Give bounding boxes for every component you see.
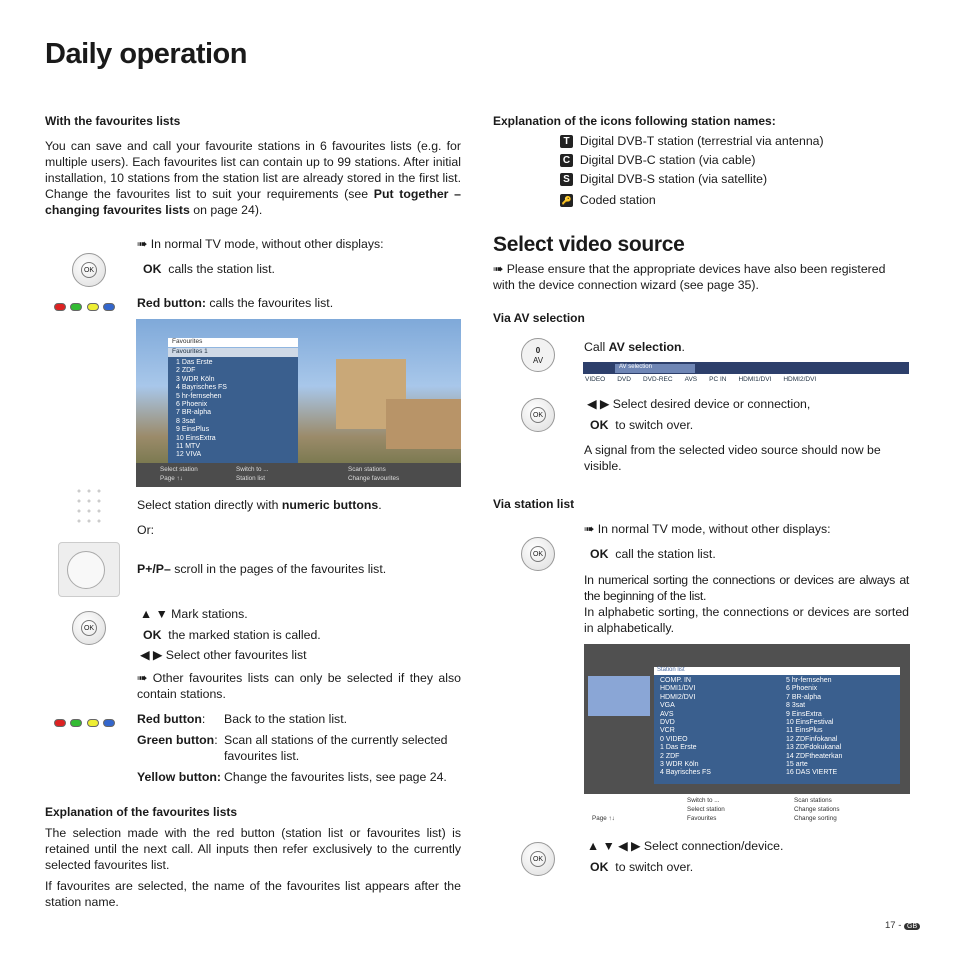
- ok-marked-text: the marked station is called.: [168, 628, 321, 642]
- key-icon: 🔑: [561, 196, 572, 206]
- red-b-label: Red button:: [137, 712, 206, 726]
- icons-heading: Explanation of the icons following station names:: [493, 114, 776, 128]
- fav-footer-scan: Scan stations: [348, 466, 386, 473]
- ok-remote-icon-3: OK: [521, 398, 555, 432]
- sort-paragraph: In numerical sorting the connections or devices are always at the beginning of the list.: [584, 573, 909, 603]
- station-item[interactable]: 6 Phoenix: [786, 685, 818, 693]
- pp-line: [137, 561, 386, 577]
- station-item[interactable]: 16 DAS VIERTE: [786, 769, 838, 777]
- video-note: ➠ Please ensure that the appropriate devices have also been registered with the device connection wizard (see page 35).: [493, 262, 886, 292]
- fav-station-item[interactable]: 1 Das Erste: [176, 359, 213, 366]
- fav-footer-page: Page ↑↓: [160, 475, 183, 482]
- fav-station-list: [168, 357, 298, 460]
- station-item[interactable]: 11 EinsPlus: [786, 727, 823, 735]
- ok-remote-icon-2: OK: [72, 611, 106, 645]
- via-av-heading: Via AV selection: [493, 311, 585, 325]
- station-item[interactable]: VGA: [660, 702, 675, 710]
- ok-key-3: OK: [590, 418, 609, 432]
- color-buttons-icon: [54, 298, 115, 316]
- red-b-text-label: Red button: [137, 712, 202, 726]
- ok-calls-text: calls the station list.: [168, 262, 275, 276]
- icon-c-text: Digital DVB-C station (via cable): [579, 153, 756, 167]
- red-button-label: Red button:: [137, 296, 206, 310]
- fav-station-item[interactable]: 2 ZDF: [176, 367, 196, 375]
- green-b-text-label: Green button: [137, 733, 215, 747]
- icon-t-text: Digital DVB-T station (terrestrial via antenna): [579, 134, 824, 148]
- sort-paragraph-2: In alphabetic sorting, the connections or devices are sorted in alphabetically.: [584, 605, 909, 635]
- select-connection: ▲ ▼ ◀ ▶ Select connection/device.: [587, 839, 784, 853]
- station-item[interactable]: 1 Das Erste: [660, 744, 697, 752]
- dvb-s-icon: S: [560, 173, 573, 186]
- fav-subheader: Favourites 1: [168, 348, 298, 357]
- expl-heading: Explanation of the favourites lists: [45, 805, 238, 819]
- ok-key: OK: [143, 262, 162, 276]
- green-b-label: Green button:: [137, 733, 218, 747]
- region-badge: GB: [904, 923, 920, 930]
- select-numeric-line: [137, 497, 382, 513]
- page-number-text: 17 -: [885, 920, 902, 931]
- station-item[interactable]: 14 ZDFtheaterkan: [786, 752, 843, 760]
- sl-footer-change: Change stations: [794, 806, 840, 813]
- dvb-c-icon: C: [560, 154, 573, 167]
- station-footer: [584, 794, 910, 827]
- ok-final-line: [590, 859, 693, 875]
- station-item[interactable]: 4 Bayrisches FS: [660, 769, 711, 777]
- ok-key-4: OK: [590, 547, 609, 561]
- sl-footer-select: Select station: [687, 806, 725, 813]
- icon-s-text: Digital DVB-S station (via satellite): [579, 172, 768, 186]
- ok-switch-line: [590, 417, 693, 433]
- fav-station-item[interactable]: 10 EinsExtra: [176, 434, 216, 442]
- fav-list-panel: [168, 348, 298, 471]
- av-key-icon: [521, 338, 555, 372]
- yellow-b-text: Change the favourites lists, see page 24.: [224, 770, 447, 784]
- fav-station-item[interactable]: 12 VIVA: [176, 451, 202, 459]
- mark-stations: ▲ ▼ Mark stations.: [140, 607, 248, 621]
- fav-station-item[interactable]: 9 EinsPlus: [176, 426, 210, 434]
- select-numeric-text: Select station directly with: [137, 498, 282, 512]
- signal-note: A signal from the selected video source should now be visible.: [584, 443, 881, 473]
- station-item[interactable]: 7 BR-alpha: [786, 693, 822, 701]
- station-item[interactable]: 5 hr-fernsehen: [786, 677, 832, 684]
- station-item[interactable]: 3 WDR Köln: [660, 761, 699, 769]
- fav-station-item[interactable]: 5 hr-fernsehen: [176, 392, 222, 400]
- sl-footer-scan: Scan stations: [794, 797, 832, 804]
- fav-intro: [45, 138, 461, 218]
- av-key-digit: 0: [535, 346, 541, 355]
- sl-footer-sorting: Change sorting: [794, 815, 837, 822]
- remote-pp-icon: [58, 542, 120, 597]
- expl-p2: If favourites are selected, the name of the favourites list appears after the station name.: [45, 879, 461, 909]
- pp-text: scroll in the pages of the favourites list.: [170, 562, 387, 576]
- ok-switch-text: to switch over.: [615, 418, 694, 432]
- yellow-b-text-label: Yellow button:: [137, 770, 222, 784]
- station-item[interactable]: AVS: [660, 710, 674, 718]
- av-item[interactable]: DVD-REC: [642, 376, 673, 383]
- numeric-keypad-icon: [74, 486, 106, 526]
- fav-station-item[interactable]: 6 Phoenix: [176, 401, 208, 409]
- av-item[interactable]: HDMI1/DVI: [738, 376, 772, 383]
- station-item[interactable]: COMP. IN: [660, 677, 691, 684]
- av-key-label: AV: [532, 356, 544, 365]
- fav-intro-text: You can save and call your favourite stations in 6 favourites lists (e.g. for multiple users). Each favourites list can contain up to 99 stations. After initial installation, 10 stations from the station list are already stored in the first list. Change the favourites list to suit your requirements (see: [45, 139, 461, 201]
- av-item[interactable]: AVS: [684, 376, 698, 383]
- fav-station-item[interactable]: 7 BR-alpha: [176, 409, 212, 417]
- fav-footer-select: Select station: [160, 466, 198, 473]
- church-wall-image: [386, 399, 461, 449]
- ok-key-2: OK: [143, 628, 162, 642]
- fav-station-item[interactable]: 4 Bayrisches FS: [176, 384, 227, 392]
- select-numeric-end: .: [378, 498, 382, 512]
- ok-remote-icon-5: OK: [521, 842, 555, 876]
- ok-remote-icon-4: OK: [521, 537, 555, 571]
- ok-calls-line: [143, 261, 275, 277]
- select-device: ◀ ▶ Select desired device or connection,: [587, 397, 811, 411]
- fav-header: Favourites: [168, 338, 298, 347]
- ok-marked-line: [143, 627, 321, 643]
- red-button-line: [137, 295, 333, 311]
- other-fav-list: ◀ ▶ Select other favourites list: [140, 648, 307, 662]
- page-number: [885, 920, 920, 931]
- station-item[interactable]: HDMI2/DVI: [660, 693, 696, 701]
- av-item[interactable]: VIDEO: [585, 376, 606, 383]
- numeric-buttons-label: numeric buttons: [281, 498, 379, 512]
- green-b-text: Scan all stations of the currently selected favourites list.: [224, 733, 448, 763]
- fav-footer: [136, 463, 461, 487]
- call-av-text: Call: [584, 340, 609, 354]
- av-selection-bar: [583, 362, 909, 386]
- preview-box: [588, 676, 650, 716]
- red-button-text: calls the favourites list.: [209, 296, 334, 310]
- sl-footer-favourites: Favourites: [687, 815, 717, 822]
- via-station-heading: Via station list: [493, 497, 575, 511]
- dvb-t-icon: T: [560, 135, 573, 148]
- fav-intro-end: on page 24).: [189, 203, 263, 217]
- sl-footer-page: Page ↑↓: [592, 815, 615, 822]
- expl-p1: The selection made with the red button (station list or favourites list) is retained until the next call. All inputs then refer exclusively to the currently selected favourites list.: [45, 826, 461, 872]
- fav-station-item[interactable]: 3 WDR Köln: [176, 375, 215, 383]
- normal-tv-note-2: ➠ In normal TV mode, without other displays:: [584, 522, 831, 536]
- station-item[interactable]: VCR: [660, 727, 675, 735]
- red-b-text: Back to the station list.: [224, 712, 348, 726]
- fav-footer-change: Change favourites: [348, 475, 400, 482]
- av-bar-label: AV selection: [615, 364, 695, 373]
- station-item[interactable]: 0 VIDEO: [660, 735, 688, 743]
- favourites-screenshot: [136, 319, 461, 487]
- av-bar-items: [583, 374, 909, 386]
- station-item[interactable]: 9 EinsExtra: [786, 710, 822, 718]
- station-item[interactable]: 10 EinsFestival: [786, 719, 834, 727]
- fav-station-item[interactable]: 11 MTV: [176, 443, 200, 451]
- icon-coded-text: Coded station: [579, 193, 656, 207]
- station-list-panel: [654, 675, 900, 784]
- ok-key-5: OK: [590, 860, 609, 874]
- av-item[interactable]: HDMI2/DVI: [783, 376, 817, 383]
- station-item[interactable]: 12 ZDFinfokanal: [786, 735, 838, 743]
- sl-footer-switch: Switch to ...: [687, 797, 720, 804]
- pp-label: P+/P–: [137, 562, 171, 576]
- ok-call-line: [590, 546, 716, 562]
- fav-station-item[interactable]: 8 3sat: [176, 417, 196, 425]
- ok-remote-icon: OK: [72, 253, 106, 287]
- fav-heading: With the favourites lists: [45, 114, 181, 128]
- call-av-line: Call AV selection.: [584, 340, 685, 354]
- station-col-2: [786, 677, 896, 778]
- normal-tv-note: ➠ In normal TV mode, without other displays:: [137, 237, 384, 251]
- station-item[interactable]: HDMI1/DVI: [660, 685, 696, 693]
- station-item[interactable]: 8 3sat: [786, 702, 806, 710]
- other-fav-note: ➠ Other favourites lists can only be selected if they also contain stations.: [137, 671, 461, 701]
- color-buttons-icon-2: [54, 714, 115, 732]
- station-item[interactable]: 13 ZDFdokukanal: [786, 744, 842, 752]
- av-item[interactable]: PC IN: [709, 376, 727, 383]
- page-title: Daily operation: [45, 38, 247, 70]
- station-item[interactable]: 15 arte: [786, 761, 808, 769]
- station-list-screenshot: [584, 644, 910, 827]
- ok-call-text: call the station list.: [615, 547, 716, 561]
- station-item[interactable]: 2 ZDF: [660, 752, 680, 760]
- av-selection-label: AV selection: [608, 340, 682, 354]
- fav-footer-switch: Switch to ...: [236, 466, 269, 473]
- station-list-header: Station list: [654, 667, 900, 675]
- yellow-b-label: [137, 769, 221, 785]
- station-col-1: [660, 677, 770, 778]
- fav-footer-station-list: Station list: [236, 475, 266, 482]
- or-label: Or:: [137, 523, 155, 537]
- fav-intro-link: Put together – changing favourites lists: [45, 187, 461, 217]
- av-item[interactable]: DVD: [617, 376, 631, 383]
- icons-list: [560, 133, 824, 211]
- ok-final-text: to switch over.: [615, 860, 694, 874]
- station-item[interactable]: DVD: [660, 719, 675, 727]
- video-source-heading: Select video source: [493, 233, 685, 256]
